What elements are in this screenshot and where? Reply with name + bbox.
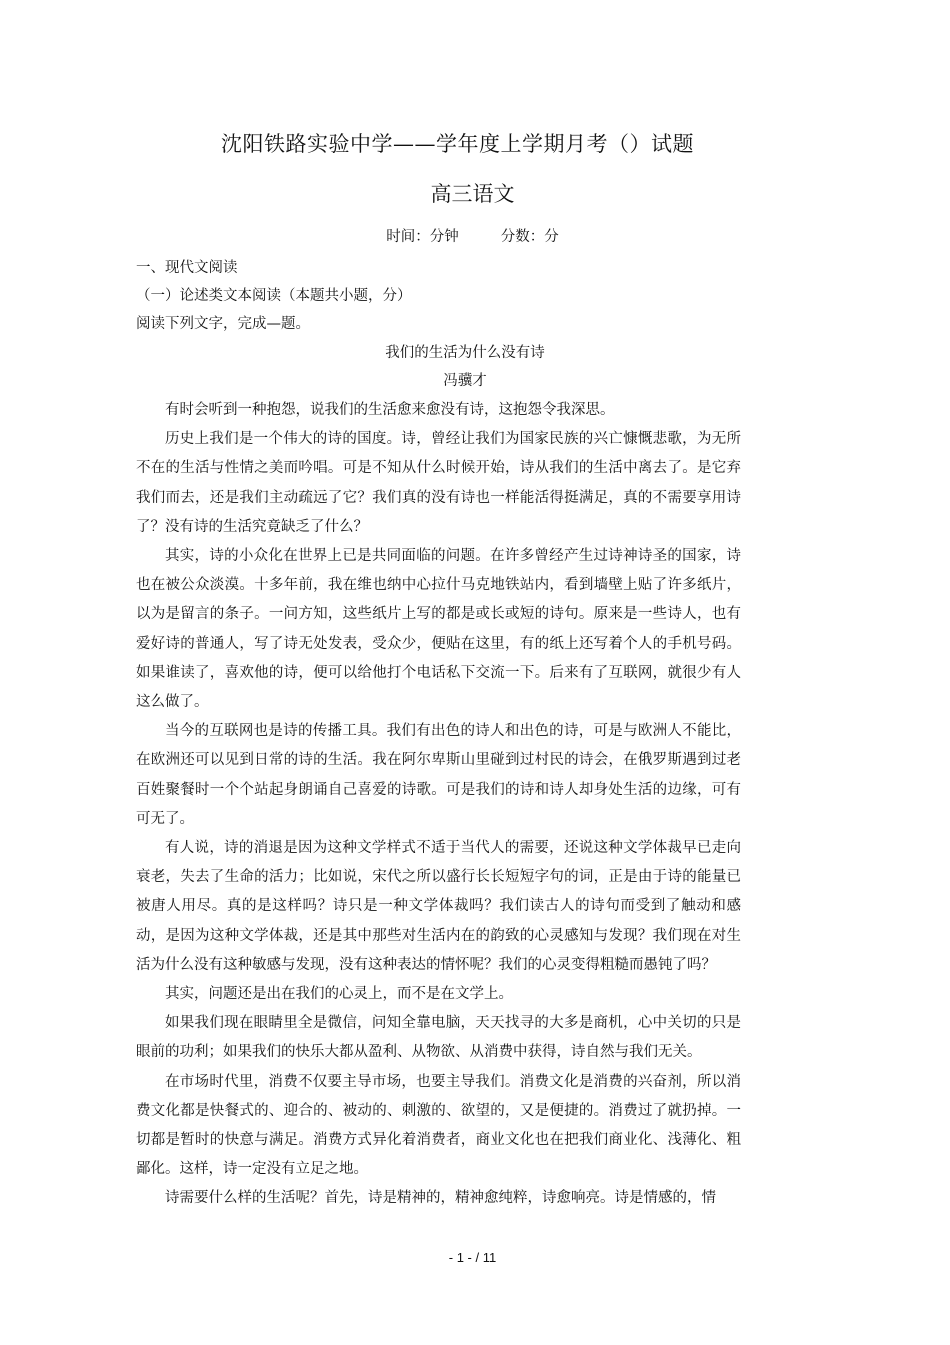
article-paragraph: 其实，诗的小众化在世界上已是共同面临的问题。在许多曾经产生过诗神诗圣的国家，诗也在被公众淡漠。十多年前，我在维也纳中心拉什马克地铁站内，看到墙壁上贴了许多纸片，以为是留言的条子。一问方知，这些纸片上写的都是或长或短的诗句。原来是一些诗人，也有爱好诗的普通人，写了诗无处发表，受众少，便贴在这里，有的纸上还写着个人的手机号码。如果谁读了，喜欢他的诗，便可以给他打个电话私下交流一下。后来有了互联网，就很少有人这么做了。 <box>136 548 741 711</box>
article-paragraph: 如果我们现在眼睛里全是微信，问知全靠电脑，天天找寻的大多是商机，心中关切的只是眼前的功利；如果我们的快乐大都从盈利、从物欲、从消费中获得，诗自然与我们无关。 <box>136 1015 741 1061</box>
article-paragraph: 诗需要什么样的生活呢？首先，诗是精神的，精神愈纯粹，诗愈响亮。诗是情感的，情 <box>165 1190 716 1207</box>
exam-meta <box>0 225 945 246</box>
article-paragraph: 当今的互联网也是诗的传播工具。我们有出色的诗人和出色的诗，可是与欧洲人不能比，在欧洲还可以见到日常的诗的生活。我在阿尔卑斯山里碰到过村民的诗会，在俄罗斯遇到过老百姓聚餐时一个个站起身朗诵自己喜爱的诗歌。可是我们的诗和诗人却身处生活的边缘，可有可无了。 <box>136 723 741 827</box>
score-label: 分数：分 <box>500 229 559 245</box>
article-body <box>136 396 741 1214</box>
subsection-heading: （一）论述类文本阅读（本题共小题，分） <box>136 288 412 304</box>
article-paragraph: 其实，问题还是出在我们的心灵上，而不是在文学上。 <box>165 986 513 1003</box>
reading-instruction: 阅读下列文字，完成—题。 <box>136 316 310 332</box>
section-heading: 一、现代文阅读 <box>136 260 238 276</box>
exam-subject: 高三语文 <box>430 182 515 206</box>
article-author: 冯骥才 <box>443 373 487 389</box>
article-paragraph: 在市场时代里，消费不仅要主导市场，也要主导我们。消费文化是消费的兴奋剂，所以消费文化都是快餐式的、迎合的、被动的、刺激的、欲望的，又是便捷的。消费过了就扔掉。一切都是暂时的快意与满足。消费方式异化着消费者，商业文化也在把我们商业化、浅薄化、粗鄙化。这样，诗一定没有立足之地。 <box>136 1073 741 1178</box>
time-label: 时间：分钟 <box>386 229 459 245</box>
exam-title: 沈阳铁路实验中学——学年度上学期月考（）试题 <box>221 132 694 156</box>
article-paragraph: 有人说，诗的消退是因为这种文学样式不适于当代人的需要，还说这种文学体裁早已走向衰老，失去了生命的活力；比如说，宋代之所以盛行长长短短字句的词，正是由于诗的能量已被唐人用尽。真的是这样吗？诗只是一种文学体裁吗？我们读古人的诗句而受到了触动和感动，是因为这种文学体裁，还是其中那些对生活内在的韵致的心灵感知与发现？我们现在对生活为什么没有这种敏感与发现，没有这种表达的情怀呢？我们的心灵变得粗糙而愚钝了吗？ <box>136 840 741 973</box>
article-paragraph: 有时会听到一种抱怨，说我们的生活愈来愈没有诗，这抱怨令我深思。 <box>165 402 615 418</box>
page-number: - 1 - / 11 <box>448 1250 497 1265</box>
article-paragraph: 历史上我们是一个伟大的诗的国度。诗，曾经让我们为国家民族的兴亡慷慨悲歌，为无所不在的生活与性情之美而吟唱。可是不知从什么时候开始，诗从我们的生活中离去了。是它弃我们而去，还是我们主动疏远了它？我们真的没有诗也一样能活得挺满足，真的不需要享用诗了？没有诗的生活究竟缺乏了什么？ <box>136 431 741 535</box>
article-title: 我们的生活为什么没有诗 <box>385 345 545 361</box>
